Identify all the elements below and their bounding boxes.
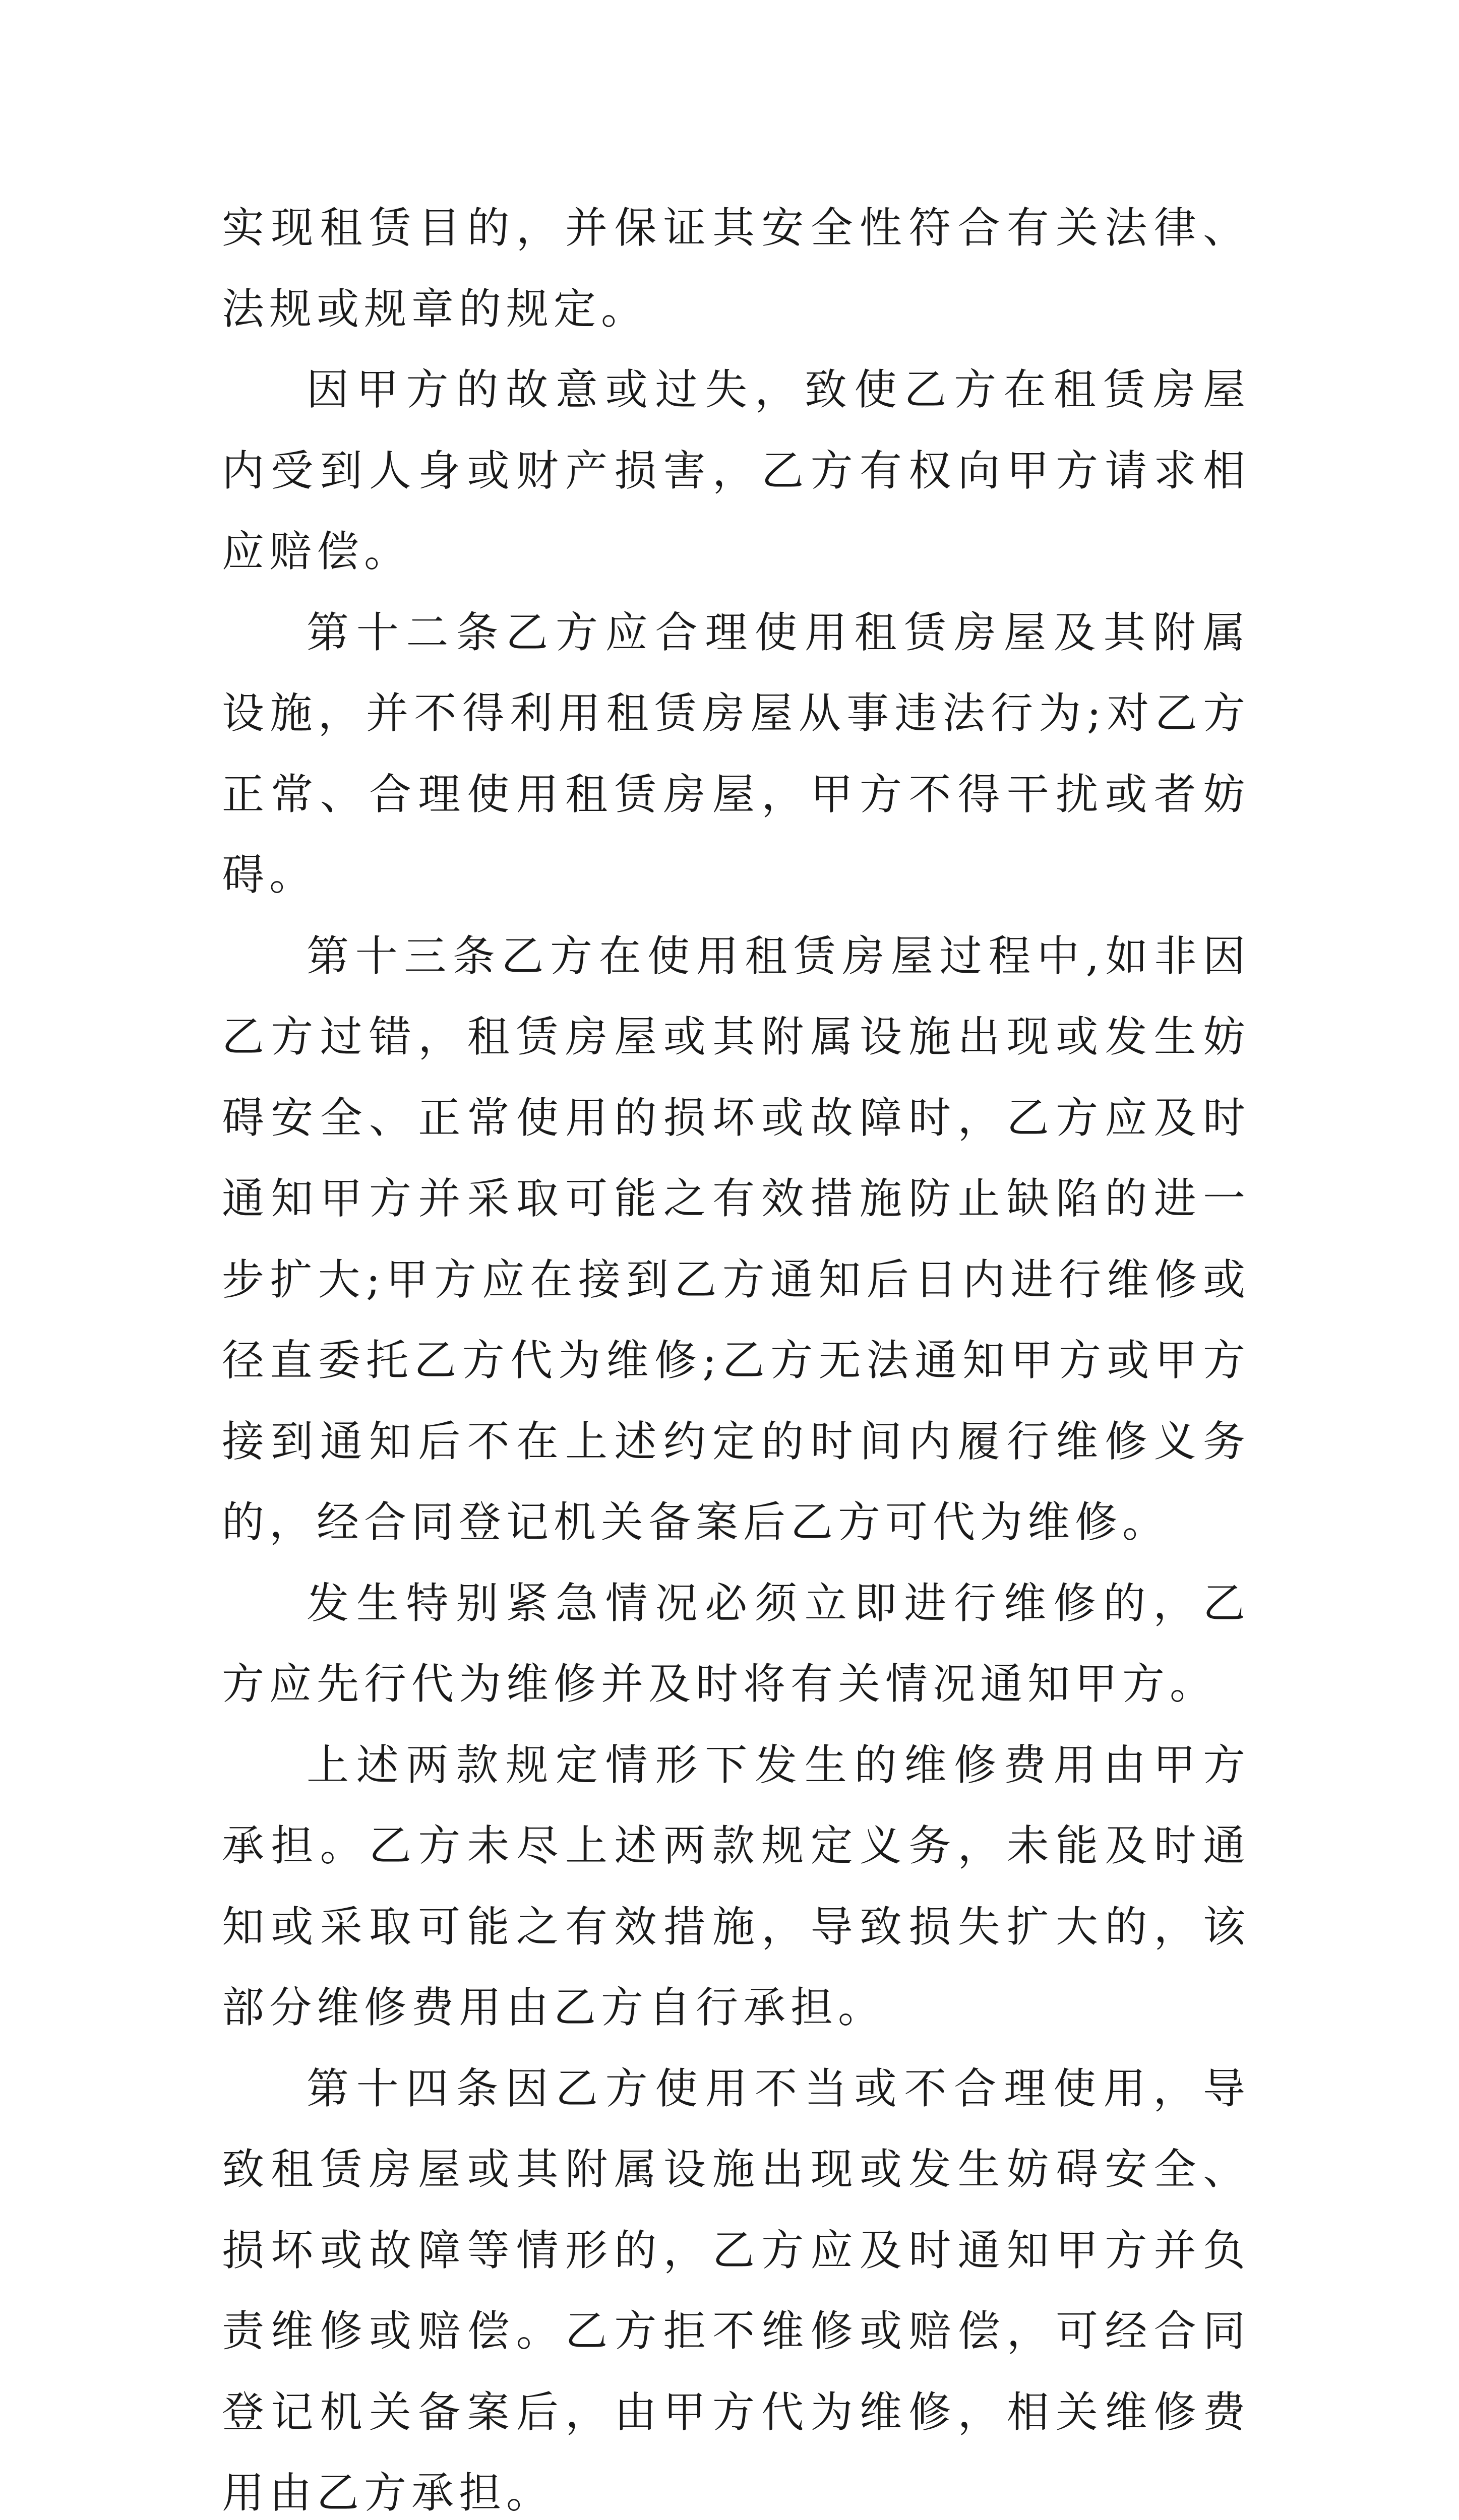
paragraph-continuation: 实现租赁目的，并保证其安全性符合有关法律、法规或规章的规定。 xyxy=(222,187,1250,349)
paragraph-article-14: 第十四条因乙方使用不当或不合理使用，导致租赁房屋或其附属设施出现或发生妨碍安全、损坏或故障等情形的，乙方应及时通知甲方并负责维修或赔偿。乙方拒不维修或赔偿，可经合同登记机关备案后，由甲方代为维修，相关维修费用由乙方承担。 xyxy=(222,2048,1250,2520)
paragraph-article-12: 第十二条乙方应合理使用租赁房屋及其附属设施，并不得利用租赁房屋从事违法行为;对乙方正常、合理使用租赁房屋，甲方不得干扰或者妨碍。 xyxy=(222,592,1250,916)
paragraph-liability: 因甲方的故意或过失，致使乙方在租赁房屋内受到人身或财产损害，乙方有权向甲方请求相应赔偿。 xyxy=(222,349,1250,592)
paragraph-article-13: 第十三条乙方在使用租赁房屋过程中,如非因乙方过错，租赁房屋或其附属设施出现或发生妨碍安全、正常使用的损坏或故障时，乙方应及时通知甲方并采取可能之有效措施防止缺陷的进一步扩大;甲方应在接到乙方通知后日内进行维修或径直委托乙方代为维修;乙方无法通知甲方或甲方接到通知后不在上述约定的时间内履行维修义务的，经合同登记机关备案后乙方可代为维修。 xyxy=(222,916,1250,1563)
document-body xyxy=(222,187,1250,2520)
paragraph-emergency-repair: 发生特别紧急情况必须立即进行维修的，乙方应先行代为维修并及时将有关情况通知甲方。 xyxy=(222,1563,1250,1725)
paragraph-repair-costs: 上述两款规定情形下发生的维修费用由甲方承担。乙方未尽上述两款规定义务，未能及时通知或采取可能之有效措施，导致损失扩大的，该部分维修费用由乙方自行承担。 xyxy=(222,1725,1250,2048)
